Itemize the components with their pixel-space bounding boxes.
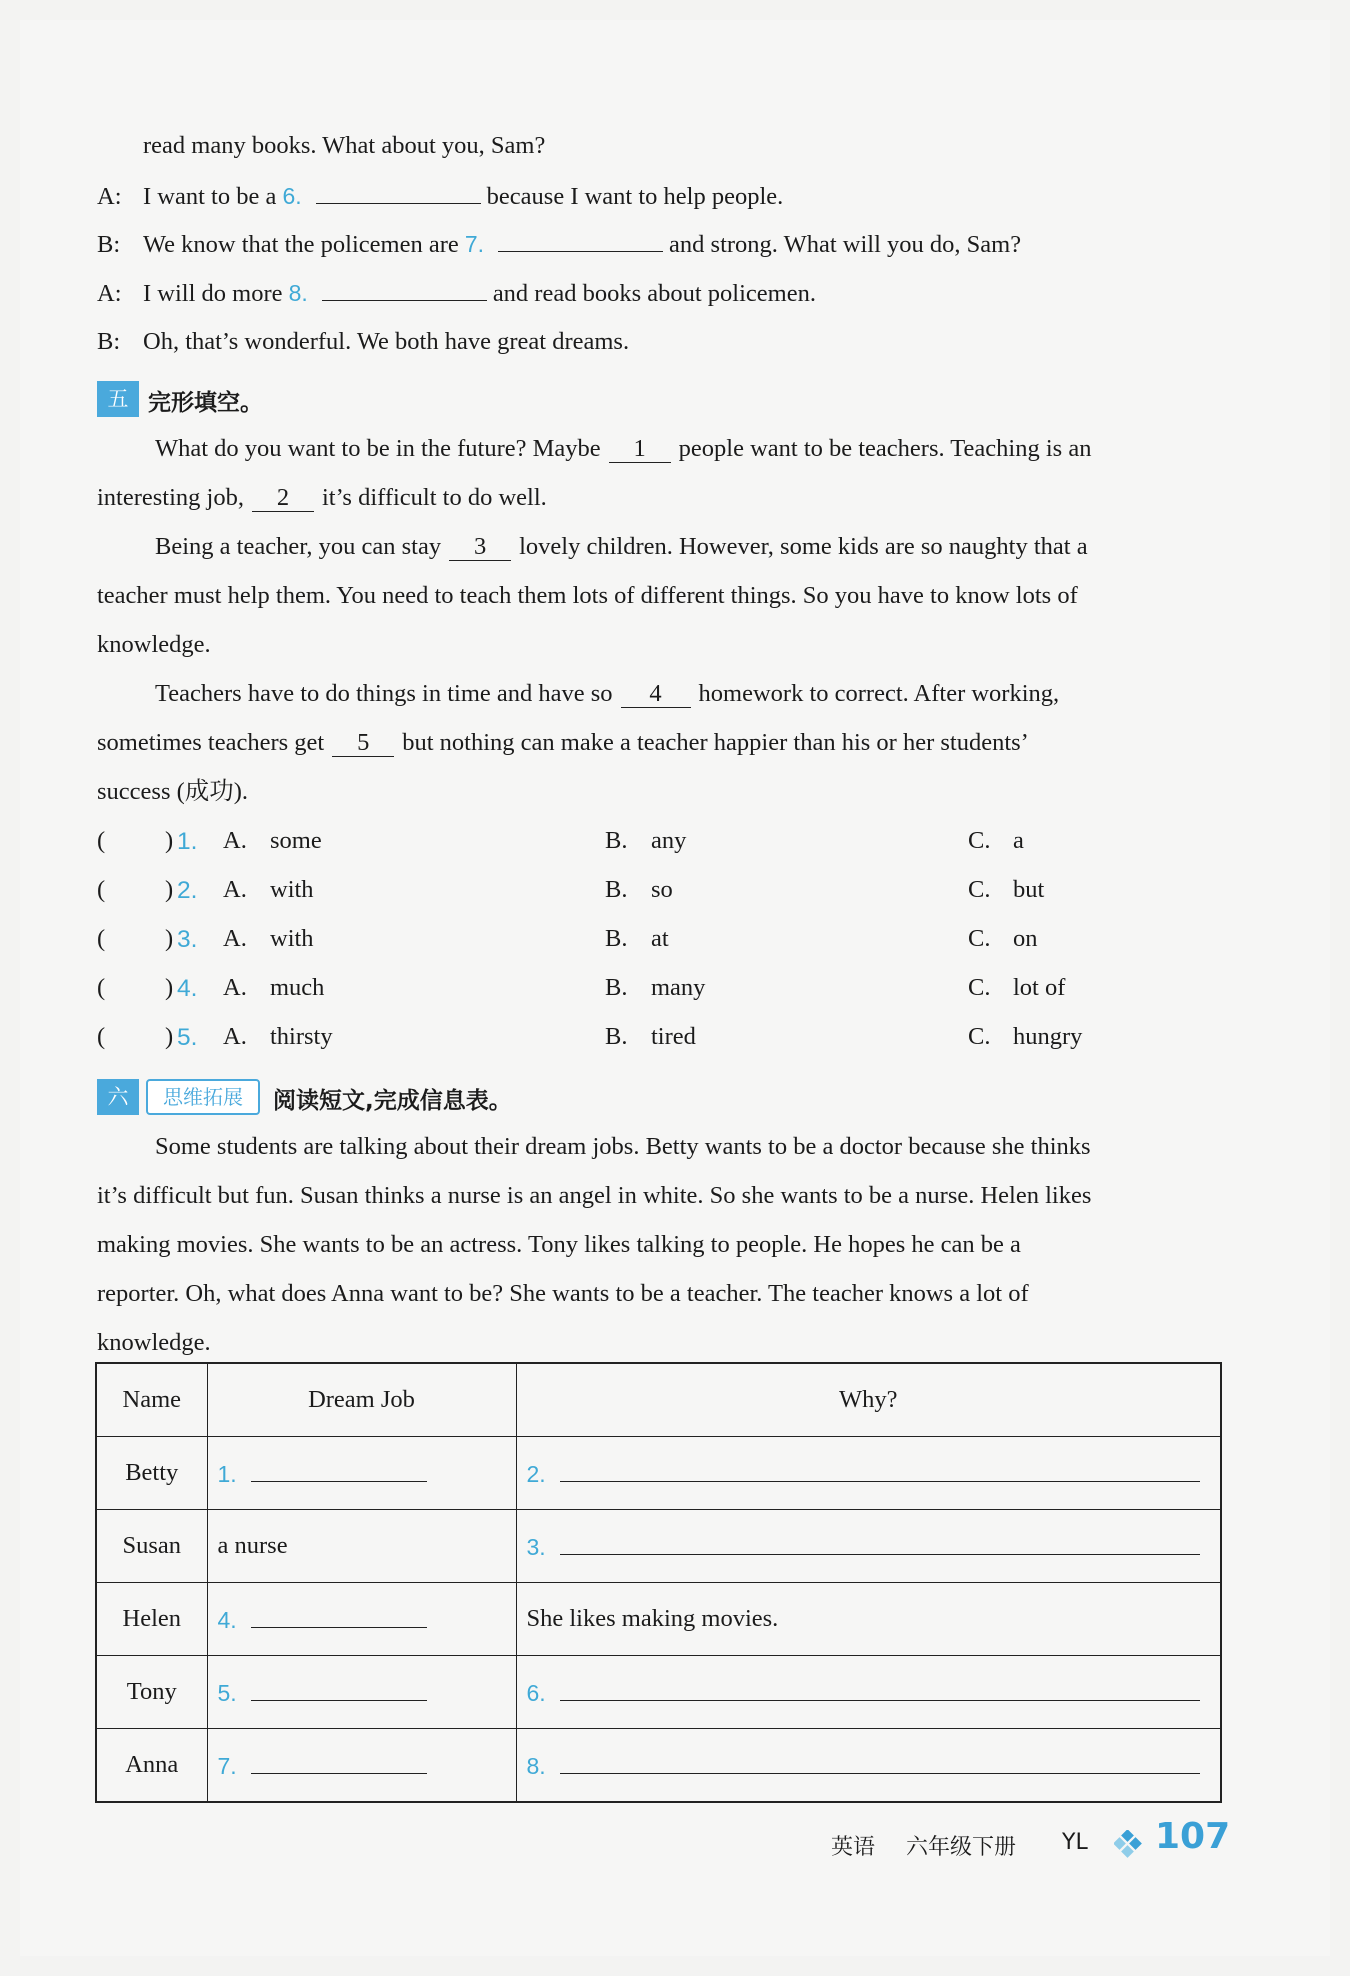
answer-paren-close: ) bbox=[165, 974, 174, 1001]
answer-blank[interactable] bbox=[560, 1749, 1200, 1774]
header-dream-job: Dream Job bbox=[207, 1363, 516, 1437]
dialogue-line-3 bbox=[97, 278, 816, 309]
option-b-text[interactable]: tired bbox=[651, 1023, 696, 1050]
cloze-line-3 bbox=[155, 532, 1088, 562]
table-row bbox=[96, 1656, 1221, 1729]
cloze-gap-3[interactable]: 3 bbox=[449, 534, 511, 561]
footer-edition: YL bbox=[1062, 1830, 1088, 1855]
cloze-line-6 bbox=[155, 679, 1059, 709]
answer-blank[interactable] bbox=[251, 1457, 427, 1482]
cell-why bbox=[516, 1510, 1221, 1583]
answer-paren-open[interactable]: ( bbox=[97, 974, 106, 1001]
option-c-text[interactable]: hungry bbox=[1013, 1023, 1083, 1050]
cell-dream-job bbox=[207, 1510, 516, 1583]
cloze-line-1 bbox=[155, 434, 1091, 464]
cell-name: Tony bbox=[96, 1656, 207, 1729]
answer-blank[interactable] bbox=[560, 1530, 1200, 1555]
answer-paren-close: ) bbox=[165, 827, 174, 854]
cell-dream-job bbox=[207, 1656, 516, 1729]
dialogue-text: because I want to help people. bbox=[486, 183, 784, 210]
option-a-label: A. bbox=[223, 1023, 247, 1050]
cell-dream-job bbox=[207, 1583, 516, 1656]
reading-line-4: reporter. Oh, what does Anna want to be? She wants to be a teacher. The teacher knows a lot of bbox=[97, 1280, 1029, 1307]
reading-line-1: Some students are talking about their dream jobs. Betty wants to be a doctor because she thinks bbox=[155, 1133, 1091, 1160]
option-a-label: A. bbox=[223, 876, 247, 903]
dialogue-line-0: read many books. What about you, Sam? bbox=[143, 132, 546, 159]
passage-text: Teachers have to do things in time and have so bbox=[155, 680, 613, 707]
passage-text: interesting job, bbox=[97, 484, 244, 511]
dialogue-text: Oh, that’s wonderful. We both have great dreams. bbox=[143, 328, 630, 355]
option-c-label: C. bbox=[968, 1023, 991, 1050]
question-number: 6. bbox=[282, 183, 302, 209]
cell-name: Helen bbox=[96, 1583, 207, 1656]
dialogue-text: I will do more bbox=[143, 280, 283, 307]
cell-name: Susan bbox=[96, 1510, 207, 1583]
dialogue-line-2 bbox=[97, 229, 1021, 260]
cloze-gap-1[interactable]: 1 bbox=[609, 436, 671, 463]
cloze-gap-2[interactable]: 2 bbox=[252, 485, 314, 512]
option-c-label: C. bbox=[968, 974, 991, 1001]
speaker-label: B: bbox=[97, 328, 121, 355]
option-c-label: C. bbox=[968, 876, 991, 903]
answer-paren-close: ) bbox=[165, 925, 174, 952]
answer-paren-open[interactable]: ( bbox=[97, 925, 106, 952]
dialogue-text: We know that the policemen are bbox=[143, 231, 459, 258]
cell-why bbox=[516, 1656, 1221, 1729]
question-number: 5. bbox=[217, 1680, 237, 1706]
answer-blank[interactable] bbox=[560, 1457, 1200, 1482]
option-c-label: C. bbox=[968, 827, 991, 854]
header-name: Name bbox=[96, 1363, 207, 1437]
answer-blank[interactable] bbox=[251, 1603, 427, 1628]
answer-paren-open[interactable]: ( bbox=[97, 827, 106, 854]
option-c-label: C. bbox=[968, 925, 991, 952]
option-a-text[interactable]: thirsty bbox=[270, 1023, 333, 1050]
answer-blank-7[interactable] bbox=[498, 229, 663, 252]
passage-text: people want to be teachers. Teaching is an bbox=[678, 435, 1092, 462]
cell-name: Anna bbox=[96, 1729, 207, 1803]
passage-text: sometimes teachers get bbox=[97, 729, 325, 756]
header-why: Why? bbox=[516, 1363, 1221, 1437]
section-title-5: 完形填空。 bbox=[148, 390, 263, 416]
option-a-label: A. bbox=[223, 974, 247, 1001]
info-table bbox=[95, 1362, 1222, 1803]
answer-blank-8[interactable] bbox=[322, 278, 487, 301]
passage-text: it’s difficult to do well. bbox=[321, 484, 547, 511]
reading-line-3: making movies. She wants to be an actress. Tony likes talking to people. He hopes he can be a bbox=[97, 1231, 1021, 1258]
answer-paren-open[interactable]: ( bbox=[97, 876, 106, 903]
answer-blank[interactable] bbox=[251, 1749, 427, 1774]
question-number: 8. bbox=[526, 1753, 546, 1779]
table-row bbox=[96, 1437, 1221, 1510]
dialogue-text: and strong. What will you do, Sam? bbox=[669, 231, 1022, 258]
question-number: 7. bbox=[464, 231, 485, 257]
cloze-gap-5[interactable]: 5 bbox=[332, 730, 394, 757]
option-a-text[interactable]: with bbox=[270, 925, 314, 952]
cell-dream-job bbox=[207, 1437, 516, 1510]
thinking-extension-tag: 思维拓展 bbox=[146, 1079, 260, 1115]
question-number: 3. bbox=[526, 1534, 546, 1560]
dialogue-line-4 bbox=[97, 327, 629, 357]
option-c-text[interactable]: lot of bbox=[1013, 974, 1066, 1001]
reading-line-5: knowledge. bbox=[97, 1329, 211, 1356]
option-a-text[interactable]: some bbox=[270, 827, 322, 854]
why-text: She likes making movies. bbox=[526, 1605, 779, 1632]
option-b-text[interactable]: many bbox=[651, 974, 706, 1001]
passage-text: but nothing can make a teacher happier than his or her students’ bbox=[402, 729, 1029, 756]
table-row bbox=[96, 1510, 1221, 1583]
cell-why bbox=[516, 1583, 1221, 1656]
passage-text: Being a teacher, you can stay bbox=[155, 533, 442, 560]
answer-blank[interactable] bbox=[560, 1676, 1200, 1701]
option-c-text[interactable]: but bbox=[1013, 876, 1045, 903]
option-b-label: B. bbox=[605, 1023, 628, 1050]
option-a-label: A. bbox=[223, 925, 247, 952]
page-number: 107 bbox=[1155, 1816, 1231, 1857]
question-number: 1. bbox=[217, 1461, 237, 1487]
question-number: 7. bbox=[217, 1753, 237, 1779]
option-number: 4. bbox=[177, 975, 198, 1002]
diamond-icon bbox=[1114, 1830, 1142, 1858]
cloze-line-7 bbox=[97, 728, 1029, 758]
cloze-line-4: teacher must help them. You need to teach them lots of different things. So you have to know lots of bbox=[97, 582, 1078, 609]
dialogue-text: I want to be a bbox=[143, 183, 277, 210]
option-c-text[interactable]: on bbox=[1013, 925, 1038, 952]
option-a-text[interactable]: with bbox=[270, 876, 314, 903]
question-number: 4. bbox=[217, 1607, 237, 1633]
question-number: 8. bbox=[288, 280, 308, 306]
question-number: 6. bbox=[526, 1680, 546, 1706]
table-row bbox=[96, 1729, 1221, 1803]
option-b-text[interactable]: at bbox=[651, 925, 669, 952]
answer-paren-open[interactable]: ( bbox=[97, 1023, 106, 1050]
option-b-label: B. bbox=[605, 925, 628, 952]
cell-dream-job bbox=[207, 1729, 516, 1803]
passage-text: What do you want to be in the future? Maybe bbox=[155, 435, 601, 462]
section-badge-5: 五 bbox=[97, 381, 139, 417]
cloze-gap-4[interactable]: 4 bbox=[621, 681, 691, 708]
section-badge-6: 六 bbox=[97, 1079, 139, 1115]
speaker-label: A: bbox=[97, 183, 122, 210]
table-row bbox=[96, 1583, 1221, 1656]
option-b-text[interactable]: any bbox=[651, 827, 687, 854]
reading-line-2: it’s difficult but fun. Susan thinks a nurse is an angel in white. So she wants to be a nurse. Helen likes bbox=[97, 1182, 1092, 1209]
option-number: 3. bbox=[177, 926, 198, 953]
question-number: 2. bbox=[526, 1461, 546, 1487]
speaker-label: A: bbox=[97, 280, 122, 307]
dialogue-line-1 bbox=[97, 181, 783, 212]
cloze-line-5: knowledge. bbox=[97, 631, 211, 658]
speaker-label: B: bbox=[97, 231, 121, 258]
answer-paren-close: ) bbox=[165, 1023, 174, 1050]
cell-name: Betty bbox=[96, 1437, 207, 1510]
option-a-label: A. bbox=[223, 827, 247, 854]
passage-text: lovely children. However, some kids are so naughty that a bbox=[519, 533, 1088, 560]
cell-why bbox=[516, 1437, 1221, 1510]
answer-paren-close: ) bbox=[165, 876, 174, 903]
option-a-text[interactable]: much bbox=[270, 974, 325, 1001]
dialogue-text: and read books about policemen. bbox=[492, 280, 816, 307]
option-number: 5. bbox=[177, 1024, 198, 1051]
job-text: a nurse bbox=[217, 1532, 288, 1559]
cell-why bbox=[516, 1729, 1221, 1803]
option-c-text[interactable]: a bbox=[1013, 827, 1024, 854]
cloze-line-8: success (成功). bbox=[97, 778, 249, 805]
section-title-6: 阅读短文,完成信息表。 bbox=[273, 1088, 512, 1114]
option-b-label: B. bbox=[605, 876, 628, 903]
option-b-label: B. bbox=[605, 827, 628, 854]
option-number: 2. bbox=[177, 877, 198, 904]
answer-blank-6[interactable] bbox=[316, 181, 481, 204]
option-b-text[interactable]: so bbox=[651, 876, 673, 903]
footer-grade: 六年级下册 bbox=[906, 1835, 1017, 1860]
option-b-label: B. bbox=[605, 974, 628, 1001]
cloze-line-2 bbox=[97, 483, 547, 513]
answer-blank[interactable] bbox=[251, 1676, 427, 1701]
footer-subject: 英语 bbox=[831, 1835, 876, 1860]
option-number: 1. bbox=[177, 828, 198, 855]
passage-text: homework to correct. After working, bbox=[698, 680, 1060, 707]
table-header-row bbox=[96, 1363, 1221, 1437]
